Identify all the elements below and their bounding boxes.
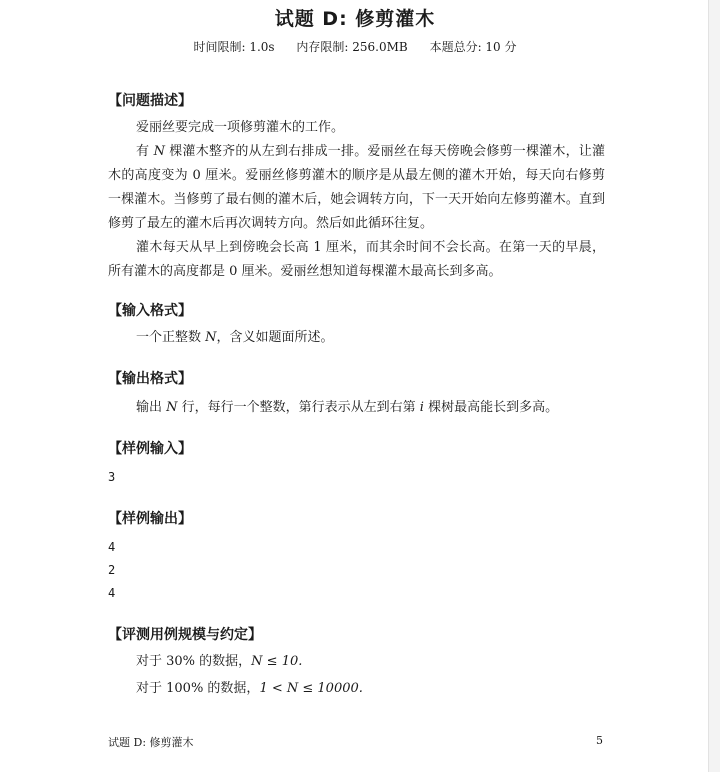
description-paragraph-1: 爱丽丝要完成一项修剪灌木的工作。 [136, 120, 345, 135]
sample-output-line: 4 [108, 586, 116, 600]
page-title: 试题 D: 修剪灌木 [274, 8, 436, 30]
variable-n: N [153, 144, 165, 159]
variable-n: N [166, 400, 178, 415]
variable-i: i [419, 400, 424, 415]
heading-constraints: 【评测用例规模与约定】 [108, 627, 262, 643]
problem-meta [0, 38, 710, 55]
sample-input-line: 3 [108, 470, 116, 484]
heading-sample-output: 【样例输出】 [108, 511, 192, 527]
heading-output-format: 【输出格式】 [108, 371, 192, 387]
footer-title: 试题 D: 修剪灌木 [108, 736, 194, 749]
constraint-math: 1 < N ≤ 10000. [259, 681, 363, 696]
page-number: 5 [596, 734, 603, 747]
constraint-line-1: 对于 30% 的数据，N ≤ 10. [136, 654, 303, 669]
constraint-math: N ≤ 10. [251, 654, 303, 669]
constraint-line-2: 对于 100% 的数据，1 < N ≤ 10000. [136, 681, 363, 696]
heading-sample-input: 【样例输入】 [108, 441, 192, 457]
description-paragraph-2: 有 N 棵灌木整齐的从左到右排成一排。爱丽丝在每天傍晚会修剪一棵灌木，让灌木的高度变为 0 厘米。爱丽丝修剪灌木的顺序是从最左侧的灌木开始，每天向右修剪一棵灌木。当修剪了最右侧的灌木后，她会调转方向，下一天开始向左修剪灌木。直到修剪了最左的灌木后再次调转方向。然后如此循环往复。 [108, 144, 605, 231]
description-paragraph-3: 灌木每天从早上到傍晚会长高 1 厘米，而其余时间不会长高。在第一天的早晨，所有灌木的高度都是 0 厘米。爱丽丝想知道每棵灌木最高长到多高。 [108, 240, 605, 279]
variable-n: N [205, 330, 217, 345]
total-score: 本题总分: 10 分 [429, 40, 517, 54]
memory-limit: 内存限制: 256.0MB [296, 40, 408, 54]
sample-output-line: 4 [108, 540, 116, 554]
input-format-text: 一个正整数 N，含义如题面所述。 [136, 330, 334, 345]
heading-input-format: 【输入格式】 [108, 303, 192, 319]
time-limit: 时间限制: 1.0s [193, 40, 275, 54]
heading-description: 【问题描述】 [108, 93, 192, 109]
sample-output-line: 2 [108, 563, 116, 577]
page-edge [708, 0, 720, 772]
output-format-text: 输出 N 行，每行一个整数，第行表示从左到右第 i 棵树最高能长到多高。 [136, 400, 559, 415]
